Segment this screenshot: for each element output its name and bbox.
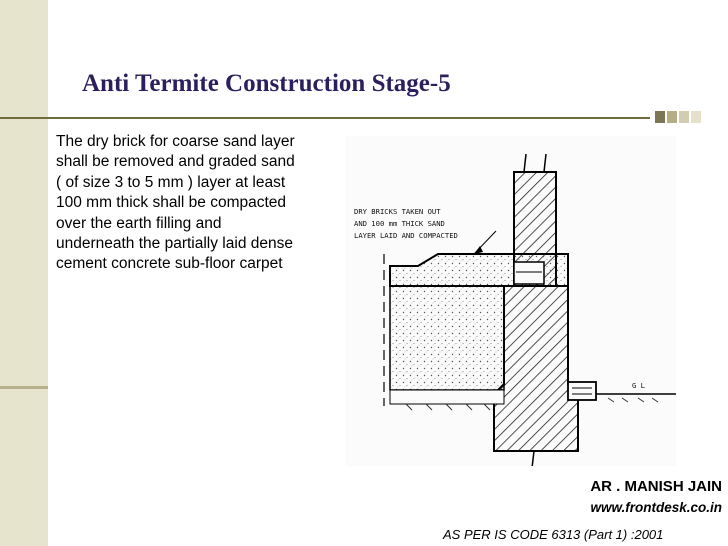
decorative-square: [655, 111, 665, 123]
title-underline: [0, 117, 650, 119]
ground-level-label: G L: [632, 381, 645, 390]
decorative-square: [667, 111, 677, 123]
annotation-line-1: DRY BRICKS TAKEN OUT: [354, 207, 441, 216]
construction-section-drawing: [346, 136, 676, 466]
slide-body-text: The dry brick for coarse sand layer shall be removed and graded sand ( of size 3 to 5 mm ) layer at least 100 mm thick shall be compacted over the earth filling and underneath the partially laid dense cement concrete sub-floor carpet: [56, 133, 295, 273]
slide-title: Anti Termite Construction Stage-5: [82, 70, 451, 97]
author-name: AR . MANISH JAIN: [590, 478, 722, 495]
decorative-square: [679, 111, 689, 123]
annotation-line-3: LAYER LAID AND COMPACTED: [354, 231, 458, 240]
left-decorative-band: [0, 0, 48, 546]
earth-filling: [390, 286, 504, 404]
decorative-square: [691, 111, 701, 123]
left-band-divider: [0, 386, 48, 389]
author-website: www.frontdesk.co.in: [590, 500, 722, 515]
code-reference: AS PER IS CODE 6313 (Part 1) :2001: [443, 527, 664, 542]
annotation-line-2: AND 100 mm THICK SAND: [354, 219, 445, 228]
